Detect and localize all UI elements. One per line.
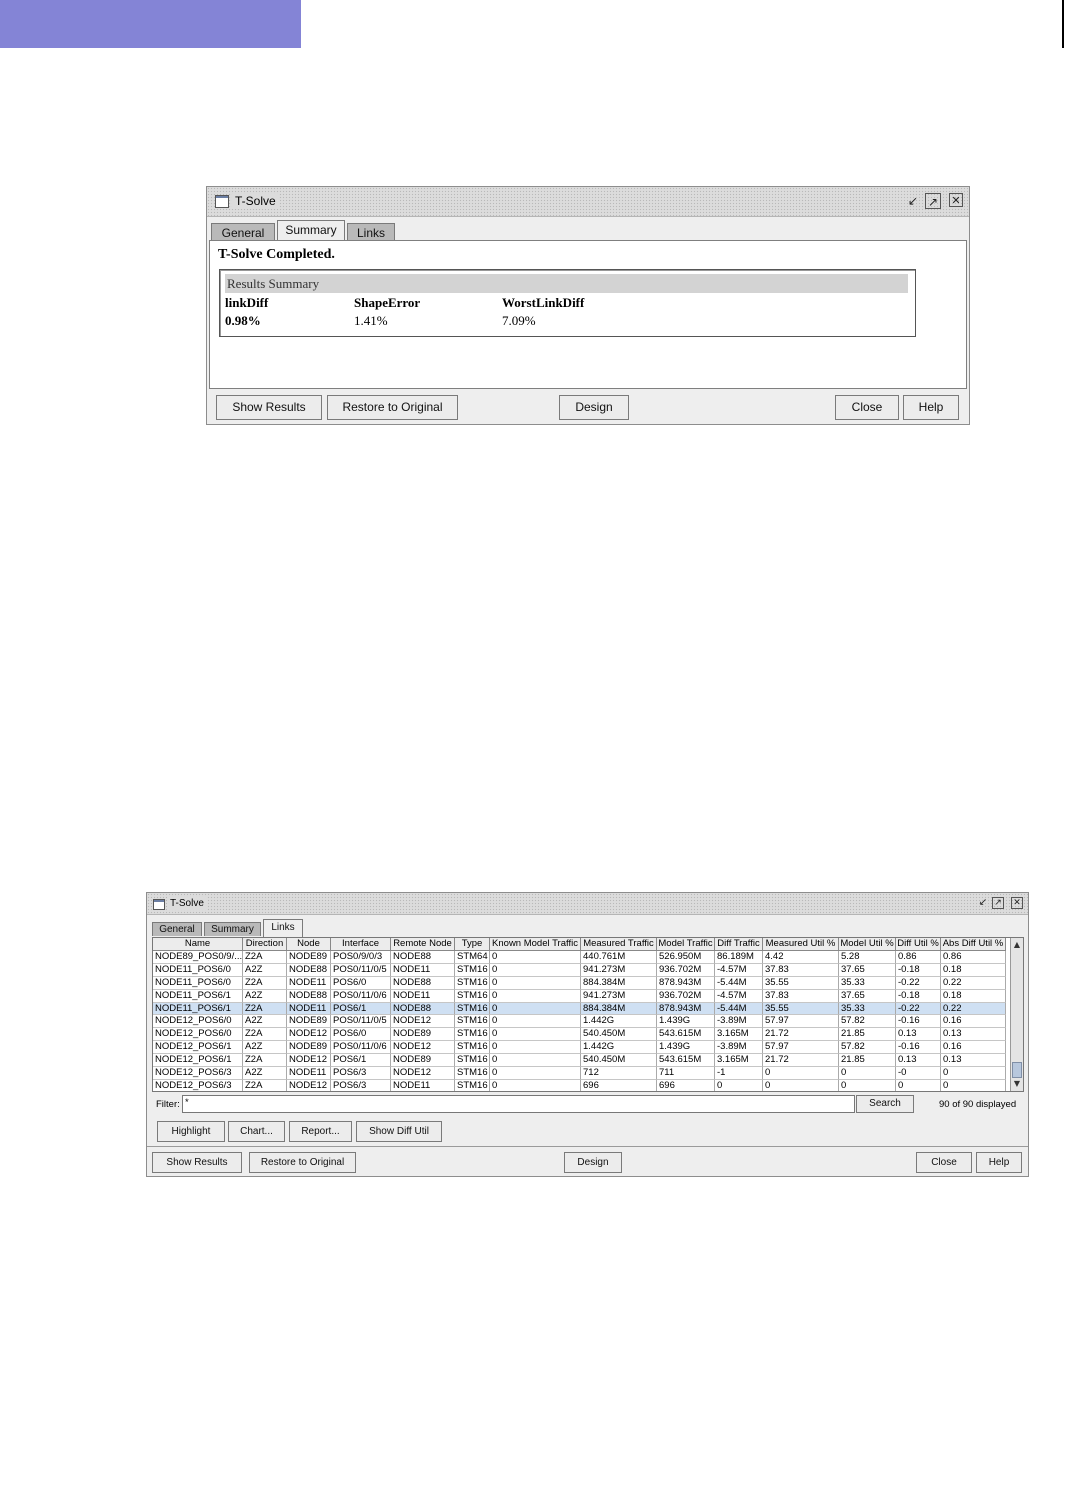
table-cell: NODE11 [287, 977, 331, 990]
table-cell: 0 [490, 1067, 581, 1080]
table-cell: NODE89 [287, 951, 331, 964]
chart-button[interactable]: Chart... [228, 1121, 285, 1142]
table-cell: 57.82 [839, 1015, 896, 1028]
window-icon [215, 195, 229, 208]
table-cell: 0 [763, 1067, 839, 1080]
table-cell: 21.85 [839, 1054, 896, 1067]
table-cell: NODE89 [287, 1041, 331, 1054]
table-cell: 35.55 [763, 977, 839, 990]
table-row[interactable] [153, 1003, 1006, 1016]
table-cell: NODE88 [287, 964, 331, 977]
table-cell: POS6/0 [331, 1028, 391, 1041]
table-cell: 37.65 [839, 964, 896, 977]
table-cell: STM16 [455, 990, 490, 1003]
table-cell: 696 [581, 1080, 657, 1092]
table-row[interactable] [153, 977, 1006, 990]
table-body [153, 951, 1006, 1092]
table-cell: 0.18 [941, 964, 1006, 977]
table-cell: Z2A [243, 951, 287, 964]
table-header [153, 938, 1006, 951]
column-header[interactable]: Measured Traffic [581, 938, 657, 951]
table-cell: 0 [490, 1015, 581, 1028]
table-cell: 0 [896, 1080, 941, 1092]
table-cell: STM16 [455, 1054, 490, 1067]
table-cell: NODE88 [391, 1003, 455, 1016]
result-worstlinkdiff [502, 295, 584, 329]
column-header[interactable]: Node [287, 938, 331, 951]
table-cell: 0.86 [941, 951, 1006, 964]
table-cell: 543.615M [657, 1028, 715, 1041]
table-cell: 0 [490, 1054, 581, 1067]
table-row[interactable] [153, 1054, 1006, 1067]
table-cell: Z2A [243, 977, 287, 990]
table-cell: NODE89 [391, 1028, 455, 1041]
table-cell: POS0/11/0/6 [331, 990, 391, 1003]
table-cell: STM16 [455, 1041, 490, 1054]
table-cell: -3.89M [715, 1041, 763, 1054]
table-cell: -0 [896, 1067, 941, 1080]
table-row[interactable] [153, 1067, 1006, 1080]
table-cell: NODE11 [391, 990, 455, 1003]
result-value: 0.98% [225, 313, 261, 328]
search-button[interactable]: Search [856, 1095, 914, 1113]
scroll-thumb[interactable] [1012, 1062, 1022, 1078]
table-cell: 0 [490, 1028, 581, 1041]
table-cell: 1.442G [581, 1041, 657, 1054]
window-titlebar[interactable] [207, 187, 969, 217]
highlight-button[interactable]: Highlight [157, 1121, 225, 1142]
column-header[interactable]: Name [153, 938, 243, 951]
show-results-button[interactable]: Show Results [216, 395, 322, 420]
table-cell: 4.42 [763, 951, 839, 964]
column-header[interactable]: Model Util % [839, 938, 896, 951]
table-cell: NODE89 [287, 1015, 331, 1028]
table-cell: 0.13 [941, 1028, 1006, 1041]
table-cell: -1 [715, 1067, 763, 1080]
header-banner [0, 0, 301, 48]
restore-original-button[interactable]: Restore to Original [327, 395, 458, 420]
table-cell: NODE88 [391, 977, 455, 990]
table-cell: NODE12_POS6/3 [153, 1080, 243, 1092]
table-cell: 526.950M [657, 951, 715, 964]
results-summary-group [219, 269, 916, 337]
close-button[interactable]: Close [835, 395, 899, 420]
table-cell: 0.13 [896, 1028, 941, 1041]
table-cell: NODE11 [287, 1067, 331, 1080]
table-cell: STM64 [455, 951, 490, 964]
table-cell: NODE12 [391, 1015, 455, 1028]
table-row[interactable] [153, 1041, 1006, 1054]
table-cell: Z2A [243, 1028, 287, 1041]
table-cell: POS6/1 [331, 1054, 391, 1067]
table-cell: 941.273M [581, 964, 657, 977]
table-cell: NODE11 [391, 1080, 455, 1092]
table-row[interactable] [153, 990, 1006, 1003]
table-cell: A2Z [243, 990, 287, 1003]
window-icon [153, 899, 165, 910]
table-cell: NODE12 [287, 1054, 331, 1067]
table-cell: -0.18 [896, 964, 941, 977]
window-title: T-Solve [167, 897, 207, 910]
table-cell: NODE12 [391, 1041, 455, 1054]
table-cell: 0 [715, 1080, 763, 1092]
table-cell: 936.702M [657, 990, 715, 1003]
tab-general[interactable]: General [152, 922, 202, 936]
column-header[interactable]: Interface [331, 938, 391, 951]
restore-original-button[interactable]: Restore to Original [249, 1152, 356, 1173]
design-button[interactable]: Design [564, 1152, 622, 1173]
table-cell: -0.22 [896, 977, 941, 990]
table-cell: POS0/11/0/5 [331, 1015, 391, 1028]
minimize-icon[interactable]: ↙ [978, 897, 988, 908]
tab-summary[interactable]: Summary [204, 922, 261, 936]
table-cell: POS6/3 [331, 1080, 391, 1092]
close-icon[interactable]: ✕ [949, 193, 963, 207]
table-cell: NODE12 [287, 1028, 331, 1041]
table-cell: POS6/0 [331, 977, 391, 990]
show-results-button[interactable]: Show Results [152, 1152, 242, 1173]
table-cell: 0.18 [941, 990, 1006, 1003]
minimize-icon[interactable]: ↙ [907, 194, 919, 208]
table-cell: 57.97 [763, 1015, 839, 1028]
scroll-down-icon[interactable]: ▼ [1013, 1079, 1021, 1088]
table-cell: NODE89_POS0/9/... [155, 951, 243, 962]
column-header[interactable]: Model Traffic [657, 938, 715, 951]
result-value: 1.41% [354, 313, 388, 328]
table-cell: 57.82 [839, 1041, 896, 1054]
table-cell: 936.702M [657, 964, 715, 977]
table-cell: -0.16 [896, 1041, 941, 1054]
result-label: linkDiff [225, 295, 269, 310]
links-table [152, 937, 1024, 1092]
report-button[interactable]: Report... [289, 1121, 352, 1142]
window-title: T-Solve [232, 194, 279, 209]
table-cell: -4.57M [715, 964, 763, 977]
table-cell: NODE12_POS6/3 [153, 1067, 243, 1080]
result-label: WorstLinkDiff [502, 295, 585, 310]
table-cell: 696 [657, 1080, 715, 1092]
table-cell: NODE88 [391, 951, 455, 964]
close-button[interactable]: Close [916, 1152, 972, 1173]
scroll-up-icon[interactable]: ▲ [1013, 940, 1021, 949]
table-row[interactable] [153, 1080, 1006, 1092]
table-cell: 440.761M [581, 951, 657, 964]
result-shapeerror [354, 295, 420, 329]
table-cell: STM16 [455, 1003, 490, 1016]
table-cell: 35.55 [763, 1003, 839, 1016]
table-cell: 37.83 [763, 964, 839, 977]
table-cell: 878.943M [657, 977, 715, 990]
table-cell: 543.615M [657, 1054, 715, 1067]
table-cell: -5.44M [715, 977, 763, 990]
table-cell: 0 [490, 951, 581, 964]
table-cell: -3.89M [715, 1015, 763, 1028]
table-cell: 86.189M [715, 951, 763, 964]
column-header[interactable]: Known Model Traffic [490, 938, 581, 951]
table-cell: 711 [657, 1067, 715, 1080]
table-cell: 37.65 [839, 990, 896, 1003]
table-cell: STM16 [455, 964, 490, 977]
column-header[interactable]: Diff Traffic [715, 938, 763, 951]
filter-label: Filter: [156, 1099, 180, 1110]
table-cell: POS6/1 [331, 1003, 391, 1016]
table-cell: 878.943M [657, 1003, 715, 1016]
table-cell: -5.44M [715, 1003, 763, 1016]
table-cell: 540.450M [581, 1054, 657, 1067]
table-cell: NODE12_POS6/1 [153, 1041, 243, 1054]
table-cell: NODE11_POS6/1 [153, 1003, 243, 1016]
table-cell: NODE12 [287, 1080, 331, 1092]
column-header[interactable]: Abs Diff Util % [941, 938, 1006, 951]
table-cell: 1.439G [657, 1015, 715, 1028]
tab-summary[interactable]: Summary [277, 220, 345, 240]
table-cell: NODE88 [287, 990, 331, 1003]
table-cell: 21.72 [763, 1054, 839, 1067]
column-header[interactable]: Remote Node [391, 938, 455, 951]
divider [147, 1146, 1028, 1147]
column-header[interactable]: Type [455, 938, 490, 951]
table-cell: Z2A [243, 1003, 287, 1016]
table-cell: POS0/11/0/6 [331, 1041, 391, 1054]
table-row[interactable] [153, 1015, 1006, 1028]
column-header[interactable]: Diff Util % [896, 938, 941, 951]
table-cell: NODE12_POS6/0 [153, 1028, 243, 1041]
tsolve-summary-window [206, 186, 970, 425]
table-cell: 712 [581, 1067, 657, 1080]
completion-status: T-Solve Completed. [218, 247, 335, 262]
table-cell: 0.16 [941, 1015, 1006, 1028]
table-cell: 0.86 [896, 951, 941, 964]
table-cell: STM16 [455, 977, 490, 990]
summary-panel [209, 240, 967, 389]
tab-links[interactable]: Links [263, 919, 303, 937]
table-cell: STM16 [455, 1015, 490, 1028]
table-cell: 0 [490, 990, 581, 1003]
table-cell: 0 [839, 1067, 896, 1080]
table-cell: 1.442G [581, 1015, 657, 1028]
results-summary-heading: Results Summary [225, 274, 908, 293]
tsolve-links-window [146, 892, 1029, 1177]
table-cell: 0 [763, 1080, 839, 1092]
table-cell: A2Z [243, 964, 287, 977]
table-cell: A2Z [243, 1015, 287, 1028]
table-cell: 21.72 [763, 1028, 839, 1041]
table-cell: A2Z [243, 1041, 287, 1054]
table-row[interactable] [153, 951, 1006, 964]
column-header[interactable]: Direction [243, 938, 287, 951]
table-cell: NODE11 [391, 964, 455, 977]
maximize-icon[interactable]: ↗ [925, 193, 941, 209]
table-cell: STM16 [455, 1080, 490, 1092]
table-cell: 35.33 [839, 977, 896, 990]
table-cell: Z2A [243, 1054, 287, 1067]
result-linkdiff [225, 295, 268, 329]
table-cell: 941.273M [581, 990, 657, 1003]
table-cell: 35.33 [839, 1003, 896, 1016]
result-value: 7.09% [502, 313, 536, 328]
table-cell: 884.384M [581, 977, 657, 990]
table-cell: -0.22 [896, 1003, 941, 1016]
column-header[interactable]: Measured Util % [763, 938, 839, 951]
margin-rule [1062, 0, 1064, 48]
display-count: 90 of 90 displayed [939, 1099, 1017, 1110]
table-cell: NODE12_POS6/1 [153, 1054, 243, 1067]
table-cell: NODE12_POS6/0 [153, 1015, 243, 1028]
table-cell: NODE11 [287, 1003, 331, 1016]
table-cell: A2Z [243, 1067, 287, 1080]
table-cell: POS0/9/0/3 [331, 951, 391, 964]
table-cell: NODE11_POS6/1 [153, 990, 243, 1003]
maximize-icon[interactable]: ↗ [992, 897, 1004, 909]
table-cell: 540.450M [581, 1028, 657, 1041]
table-row[interactable] [153, 1028, 1006, 1041]
table-cell: NODE11_POS6/0 [153, 977, 243, 990]
table-cell: STM16 [455, 1028, 490, 1041]
tab-links[interactable]: Links [347, 223, 395, 240]
table-cell: -0.16 [896, 1015, 941, 1028]
table-cell: 0.22 [941, 1003, 1006, 1016]
close-icon[interactable]: ✕ [1011, 897, 1023, 909]
tab-general[interactable]: General [211, 223, 275, 240]
table-cell: 0 [490, 964, 581, 977]
table-cell: -0.18 [896, 990, 941, 1003]
table-cell: NODE12 [391, 1067, 455, 1080]
table-cell: 5.28 [839, 951, 896, 964]
table-cell: 0.13 [896, 1054, 941, 1067]
table-cell: 57.97 [763, 1041, 839, 1054]
vertical-scrollbar[interactable] [1010, 938, 1023, 1091]
table-cell: 0 [941, 1067, 1006, 1080]
table-cell: Z2A [243, 1080, 287, 1092]
table-cell: 0.13 [941, 1054, 1006, 1067]
table-row[interactable] [153, 964, 1006, 977]
table-cell: 0 [490, 977, 581, 990]
table-cell: POS6/3 [331, 1067, 391, 1080]
window-titlebar[interactable] [147, 893, 1028, 915]
table-cell: 0.22 [941, 977, 1006, 990]
table-cell: 3.165M [715, 1054, 763, 1067]
show-diff-util-button[interactable]: Show Diff Util [356, 1121, 442, 1142]
filter-input[interactable]: * [182, 1095, 855, 1113]
table-cell: POS0/11/0/5 [331, 964, 391, 977]
help-button[interactable]: Help [976, 1152, 1022, 1173]
table-cell: 3.165M [715, 1028, 763, 1041]
table-cell: 0.16 [941, 1041, 1006, 1054]
table-cell: 884.384M [581, 1003, 657, 1016]
table-cell: 1.439G [657, 1041, 715, 1054]
table-cell: -4.57M [715, 990, 763, 1003]
table-cell: 37.83 [763, 990, 839, 1003]
table-cell: NODE89 [391, 1054, 455, 1067]
help-button[interactable]: Help [903, 395, 959, 420]
table-cell: 21.85 [839, 1028, 896, 1041]
table-cell: 0 [941, 1080, 1006, 1092]
table-cell: STM16 [455, 1067, 490, 1080]
table-cell: NODE11_POS6/0 [153, 964, 243, 977]
table-cell: 0 [490, 1080, 581, 1092]
table-cell: 0 [839, 1080, 896, 1092]
table-cell: 0 [490, 1003, 581, 1016]
table-cell: 0 [490, 1041, 581, 1054]
design-button[interactable]: Design [559, 395, 629, 420]
result-label: ShapeError [354, 295, 421, 310]
